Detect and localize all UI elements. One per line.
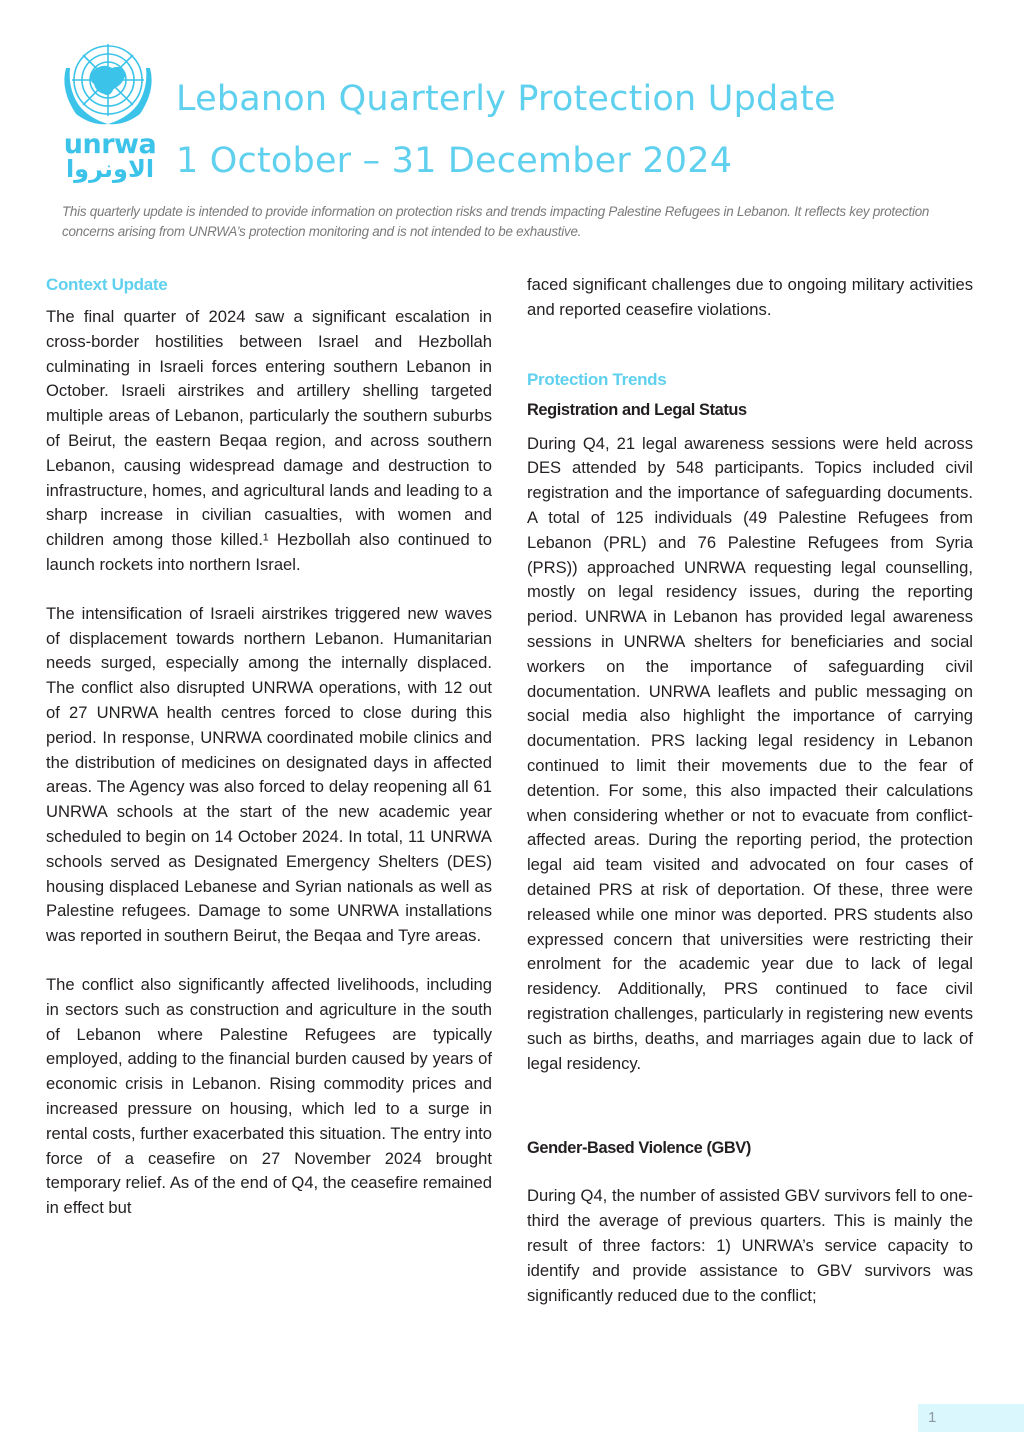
- subheading-gbv: Gender-Based Violence (GBV): [527, 1139, 751, 1158]
- intro-disclaimer: This quarterly update is intended to provide information on protection risks and trends impacting Palestine Refugees in Lebanon. It reflects key protection concerns arising from UNRWA’s protection monitoring and is not intended to be exhaustive.: [62, 204, 930, 239]
- logo-arabic-wordmark: الاونروا: [65, 155, 155, 183]
- context-paragraph-1: The final quarter of 2024 saw a significant escalation in cross-border hostilities between Israel and Hezbollah culminating in Israeli forces entering southern Lebanon in October. Israeli airstrikes and artillery shelling targeted multiple areas of Lebanon, particularly the southern suburbs of Beirut, the eastern Beqaa region, and across southern Lebanon, causing widespread damage and destruction to infrastructure, homes, and agricultural lands and leading to a sharp increase in civilian casualties, with women and children among those killed.¹ Hezbollah also continued to launch rockets into northern Israel.: [46, 307, 492, 574]
- section-heading-context-update: Context Update: [46, 275, 168, 294]
- logo-wordmark: unrwa: [63, 129, 157, 160]
- right-column: [527, 273, 973, 1308]
- gbv-paragraph: During Q4, the number of assisted GBV survivors fell to one-third the average of previous quarters. This is mainly the result of three factors: 1) UNRWA’s service capacity to identify and provide assistance to GBV survivors was significantly reduced due to the conflict;: [527, 1186, 973, 1305]
- context-paragraph-3: The conflict also significantly affected livelihoods, including in sectors such as construction and agriculture in the south of Lebanon where Palestine Refugees are typically employed, adding to the financial burden caused by years of economic crisis in Lebanon. Rising commodity prices and increased pressure on housing, which led to a surge in rental costs, further exacerbated this situation. The entry into force of a ceasefire on 27 November 2024 brought temporary relief. As of the end of Q4, the ceasefire remained in effect but: [46, 974, 492, 1218]
- unrwa-logo: [52, 38, 164, 184]
- section-heading-protection-trends: Protection Trends: [527, 369, 667, 389]
- page-title: Lebanon Quarterly Protection Update: [176, 79, 836, 119]
- registration-paragraph: During Q4, 21 legal awareness sessions were held across DES attended by 548 participants. Topics included civil registration and the importance of safeguarding documents. A total of 125 individuals (49 Palestine Refugees from Lebanon (PRL) and 76 Palestine Refugees from Syria (PRS)) approached UNRWA requesting legal counselling, mostly on legal residency issues, during the reporting period. UNRWA in Lebanon has provided legal awareness sessions in UNRWA shelters for beneficiaries and social workers on the importance of safeguarding civil documentation. UNRWA leaflets and public messaging on social media also highlight the importance of carrying documentation. PRS lacking legal residency in Lebanon continued to limit their movements due to the fear of detention. For some, this also impacted their calculations when considering whether or not to evacuate from conflict-affected areas. During the reporting period, the protection legal aid team visited and advocated on four cases of detained PRS at risk of deportation. Of these, three were released while one minor was deported. PRS students also expressed concern that universities were restricting their enrolment for the academic year due to lack of legal residency. Additionally, PRS continued to face civil registration challenges, particularly in registering new events such as births, deaths, and marriages again due to lack of legal residency.: [527, 433, 973, 1073]
- reporting-period: 1 October – 31 December 2024: [176, 141, 733, 181]
- page-number: 1: [918, 1404, 1024, 1432]
- context-continuation: faced significant challenges due to ongoing military activities and reported ceasefire violations.: [527, 275, 973, 319]
- subheading-registration-legal-status: Registration and Legal Status: [527, 400, 747, 419]
- left-column: [46, 273, 492, 1221]
- context-paragraph-2: The intensification of Israeli airstrikes triggered new waves of displacement towards northern Lebanon. Humanitarian needs surged, especially among the internally displaced. The conflict also disrupted UNRWA operations, with 12 out of 27 UNRWA health centres forced to close during this period. In response, UNRWA coordinated mobile clinics and the distribution of medicines on designated days in affected areas. The Agency was also forced to delay reopening all 61 UNRWA schools at the start of the new academic year scheduled to begin on 14 October 2024. In total, 11 UNRWA schools served as Designated Emergency Shelters (DES) housing displaced Lebanese and Syrian nationals as well as Palestine refugees. Damage to some UNRWA installations was reported in southern Beirut, the Beqaa and Tyre areas.: [46, 603, 492, 946]
- un-emblem-icon: [52, 38, 164, 134]
